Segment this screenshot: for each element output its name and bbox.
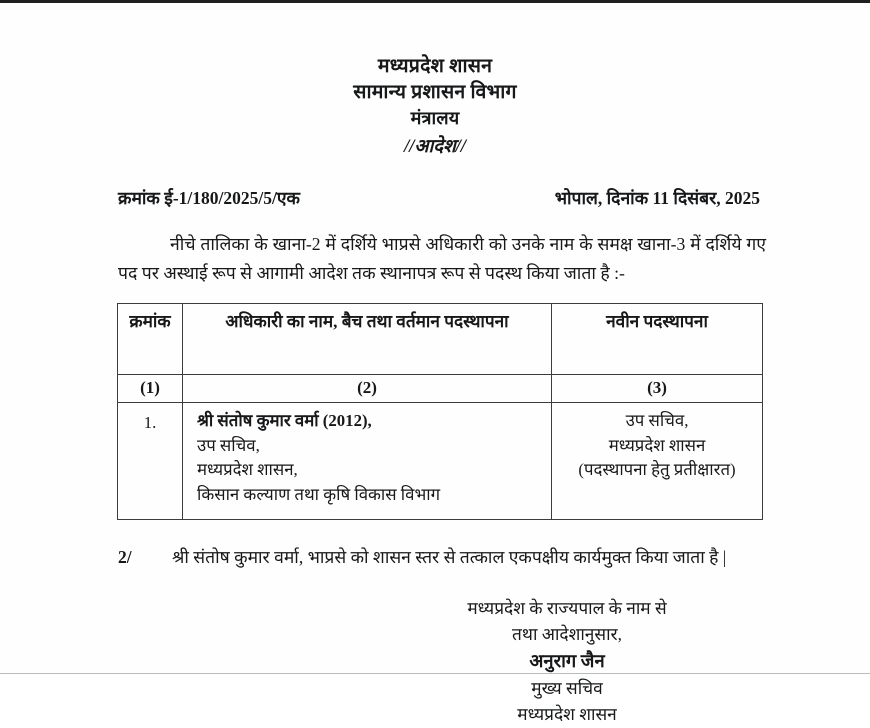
signatory-government: मध्यप्रदेश शासन <box>517 704 617 724</box>
signature-authority-line-2: तथा आदेशानुसार, <box>512 625 622 645</box>
table-column-number-row <box>118 375 763 403</box>
signature-authority-line-1: मध्यप्रदेश के राज्यपाल के नाम से <box>467 599 667 619</box>
officer-current-department: किसान कल्याण तथा कृषि विकास विभाग <box>197 484 441 504</box>
letterhead <box>0 54 870 160</box>
header-new-posting: नवीन पदस्थापना <box>552 304 763 375</box>
place-and-date: भोपाल, दिनांक 11 दिसंबर, 2025 <box>554 188 760 209</box>
officer-current-government: मध्यप्रदेश शासन, <box>197 460 298 480</box>
posting-table <box>117 303 763 520</box>
order-marker: //आदेश// <box>404 137 466 158</box>
clause-marker: 2/ <box>118 547 132 568</box>
signature-block <box>0 596 870 727</box>
body-paragraph: नीचे तालिका के खाना-2 में दर्शिये भाप्रसे अधिकारी को उनके नाम के समक्ष खाना-3 में दर्शिये गए पद पर अस्थाई रूप से आगामी आदेश तक स्थानापत्र रूप से पदस्थ किया जाता है :- <box>118 234 766 283</box>
cell-new-posting <box>552 403 763 520</box>
reference-row <box>0 186 870 210</box>
cell-serial-number: 1. <box>118 403 183 520</box>
letterhead-secretariat: मंत्रालय <box>410 108 460 129</box>
officer-current-designation: उप सचिव, <box>197 435 260 455</box>
new-posting-status: (पदस्थापना हेतु प्रतीक्षारत) <box>578 460 736 480</box>
table-row <box>118 403 763 520</box>
reference-number: क्रमांक ई-1/180/2025/5/एक <box>118 188 300 209</box>
cell-officer-details <box>183 403 552 520</box>
signatory-name: अनुराग जैन <box>529 651 605 672</box>
table-header-row <box>118 304 763 375</box>
clause-2 <box>0 544 870 570</box>
new-posting-designation: उप सचिव, <box>625 411 689 431</box>
header-officer-details: अधिकारी का नाम, बैच तथा वर्तमान पदस्थापना <box>183 304 552 375</box>
clause-text: श्री संतोष कुमार वर्मा, भाप्रसे को शासन स्तर से तत्काल एकपक्षीय कार्यमुक्त किया जाता है | <box>172 547 727 568</box>
letterhead-department: सामान्य प्रशासन विभाग <box>353 82 517 104</box>
header-serial-number: क्रमांक <box>118 304 183 375</box>
signatory-designation: मुख्य सचिव <box>531 678 603 698</box>
signature-inner <box>467 596 666 727</box>
letterhead-government: मध्यप्रदेश शासन <box>377 56 493 77</box>
officer-name: श्री संतोष कुमार वर्मा (2012), <box>197 411 372 431</box>
column-number-3: (3) <box>552 375 763 403</box>
column-number-1: (1) <box>118 375 183 403</box>
bottom-scan-rule <box>0 673 870 674</box>
column-number-2: (2) <box>183 375 552 403</box>
new-posting-government: मध्यप्रदेश शासन <box>608 435 706 455</box>
